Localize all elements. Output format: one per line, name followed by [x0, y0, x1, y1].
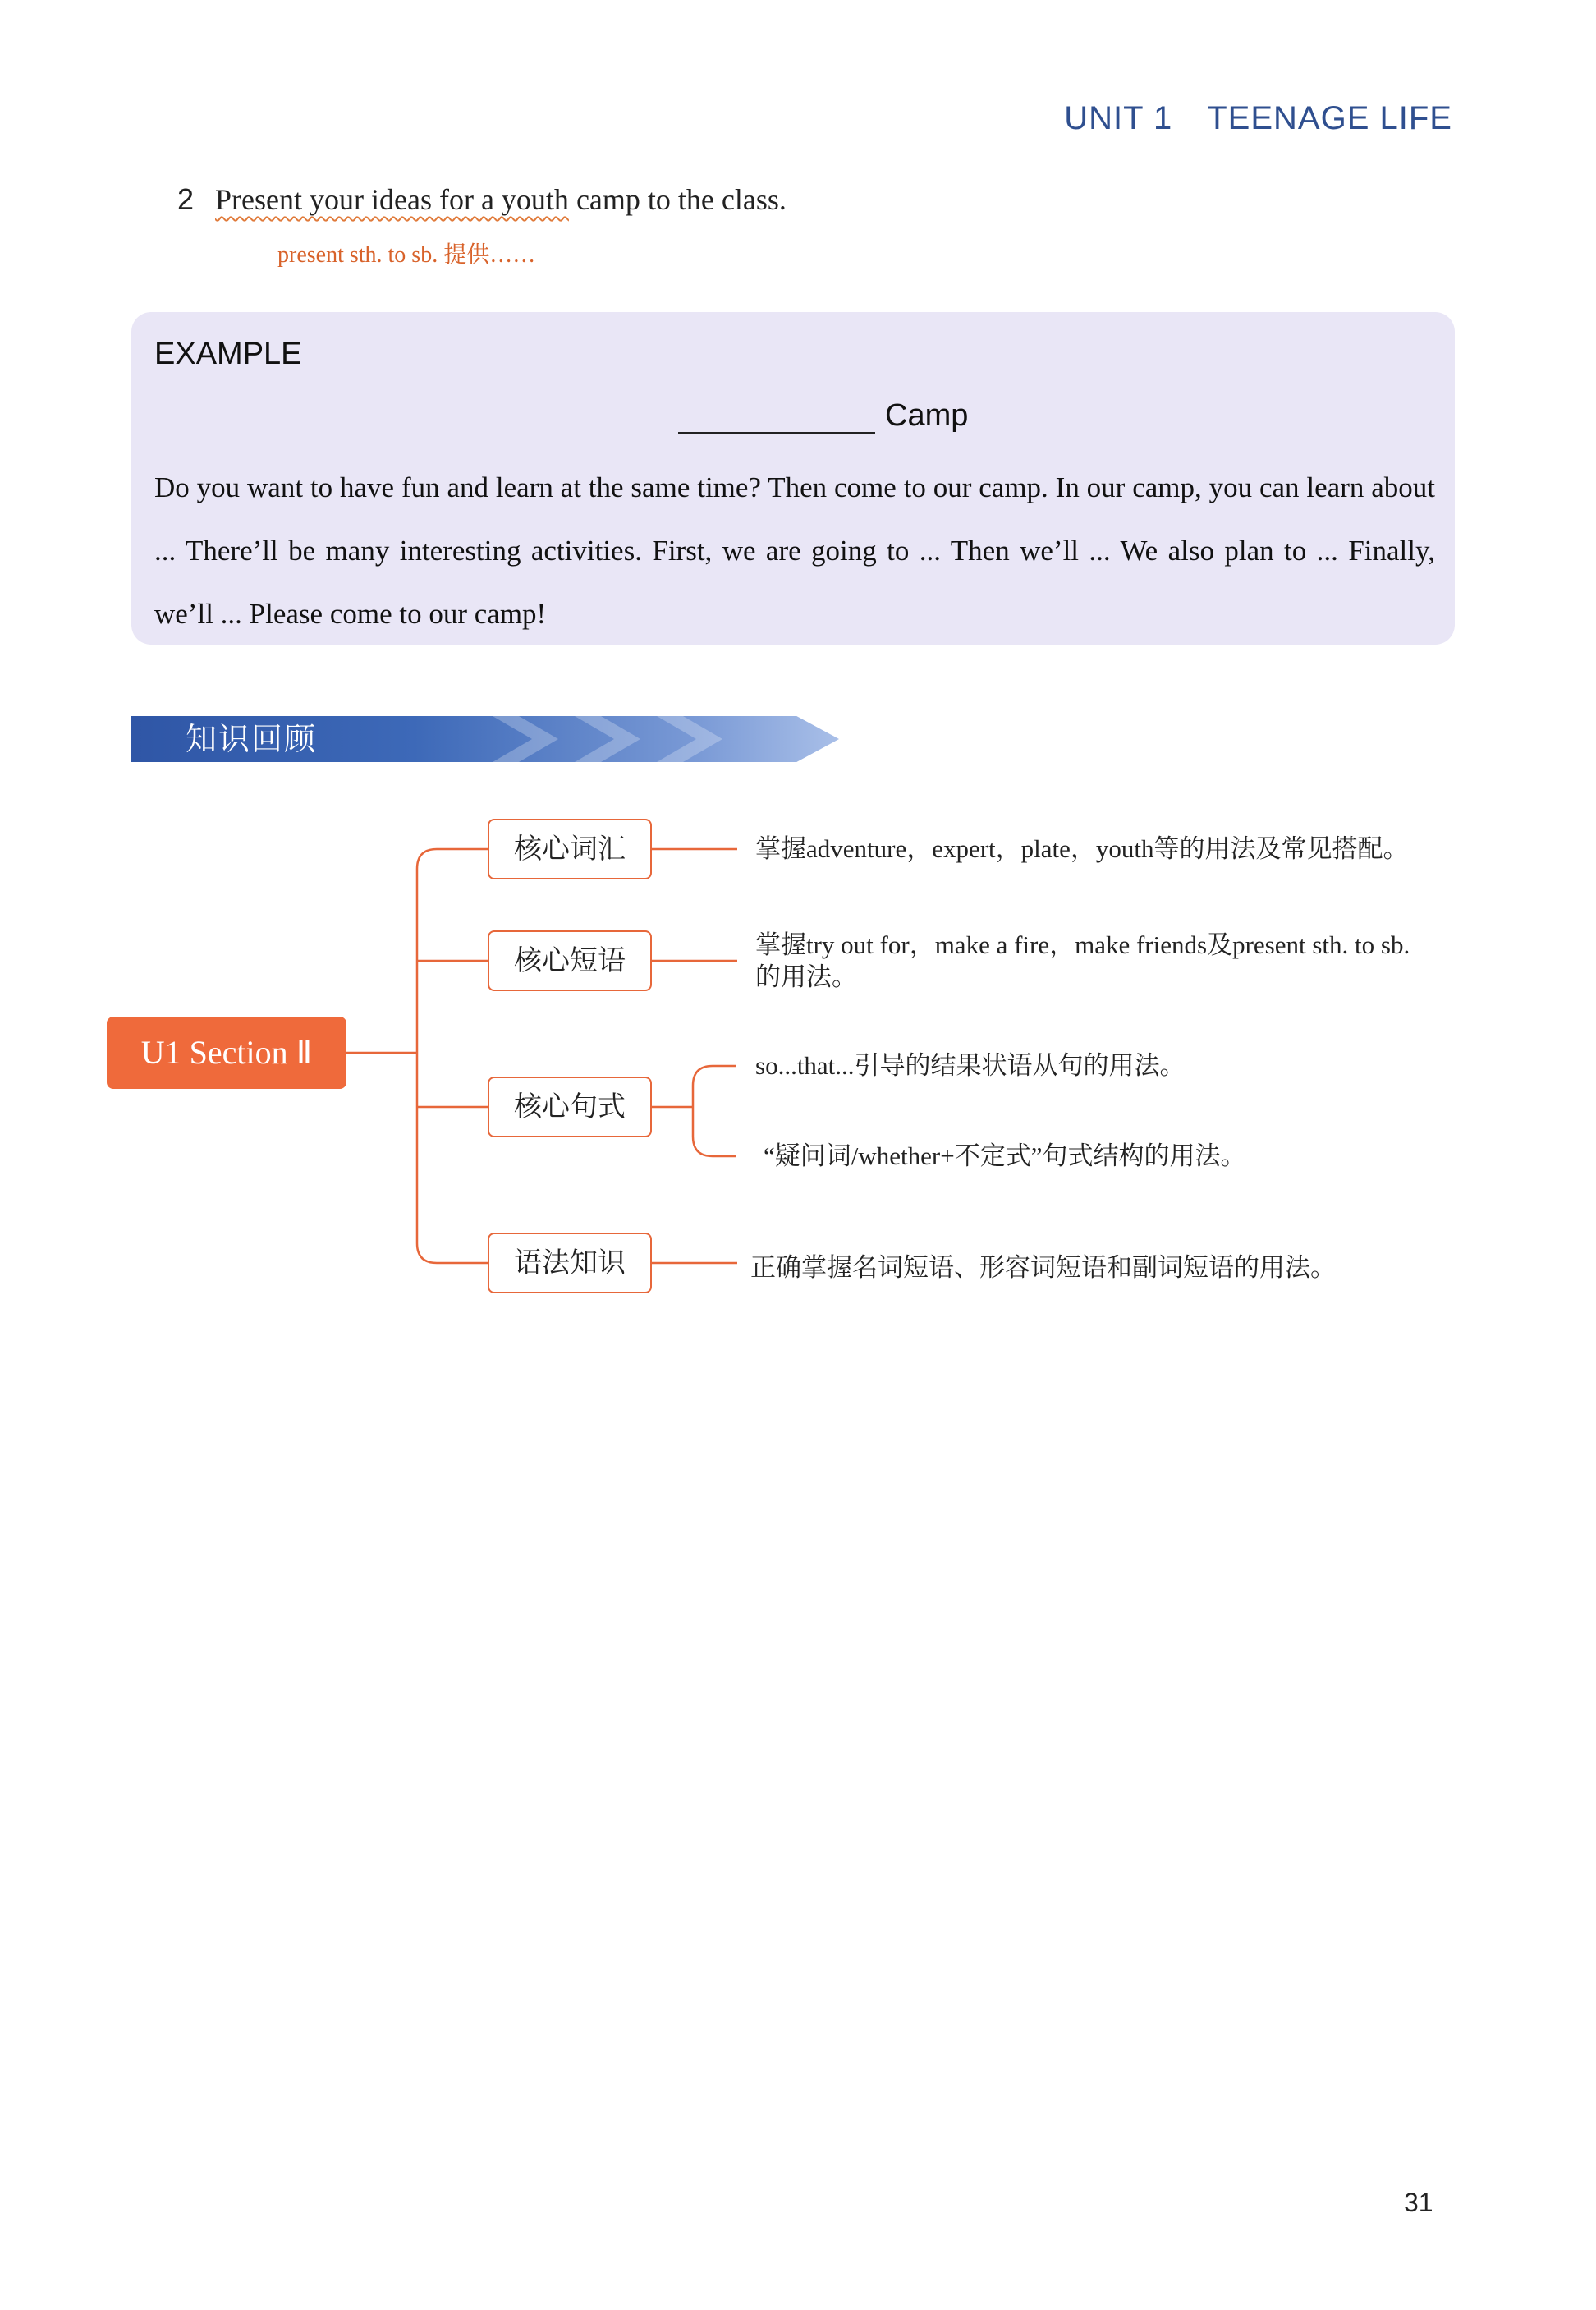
node-grammar: 语法知识 [488, 1233, 652, 1293]
unit-title: TEENAGE LIFE [1207, 100, 1452, 136]
example-text: Do you want to have fun and learn at the same time? Then come to our camp. In our camp, you can learn about ... There’ll be many interesting activities. First, we are going to ... Then we’ll ... We also plan to ... Finally, we’ll ... Please come to our camp! [154, 471, 1435, 630]
desc-core-vocabulary: 掌握adventure，expert，plate，youth等的用法及常见搭配。 [755, 834, 1409, 863]
desc-core-phrases-line1: 掌握try out for，make a fire，make friends及present sth. to sb. [755, 930, 1410, 959]
node-core-sentences: 核心句式 [488, 1077, 652, 1137]
node-core-phrases: 核心短语 [488, 930, 652, 991]
task-text-rest: camp to the class. [568, 183, 787, 216]
task-annotation: present sth. to sb. 提供…… [277, 242, 536, 268]
page-number: 31 [1404, 2188, 1433, 2217]
trunk-connector [417, 849, 488, 1263]
desc-grammar: 正确掌握名词短语、形容词短语和副词短语的用法。 [750, 1253, 1336, 1282]
desc-core-phrases-line2: 的用法。 [755, 962, 857, 991]
task-number: 2 [177, 182, 195, 216]
mindmap-root: U1 Section Ⅱ [107, 1017, 346, 1089]
node-core-vocabulary: 核心词汇 [488, 819, 652, 879]
desc-core-sentences-a: so...that...引导的结果状语从句的用法。 [755, 1051, 1186, 1080]
example-title: EXAMPLE [154, 337, 302, 371]
review-banner-title: 知识回顾 [186, 721, 318, 757]
fork-connector [693, 1066, 736, 1156]
camp-label: Camp [885, 398, 969, 433]
unit-label: UNIT 1 [1064, 100, 1173, 136]
desc-core-sentences-b: “疑问词/whether+不定式”句式结构的用法。 [764, 1141, 1246, 1170]
task-text-underlined: Present your ideas for a youth [215, 183, 569, 216]
